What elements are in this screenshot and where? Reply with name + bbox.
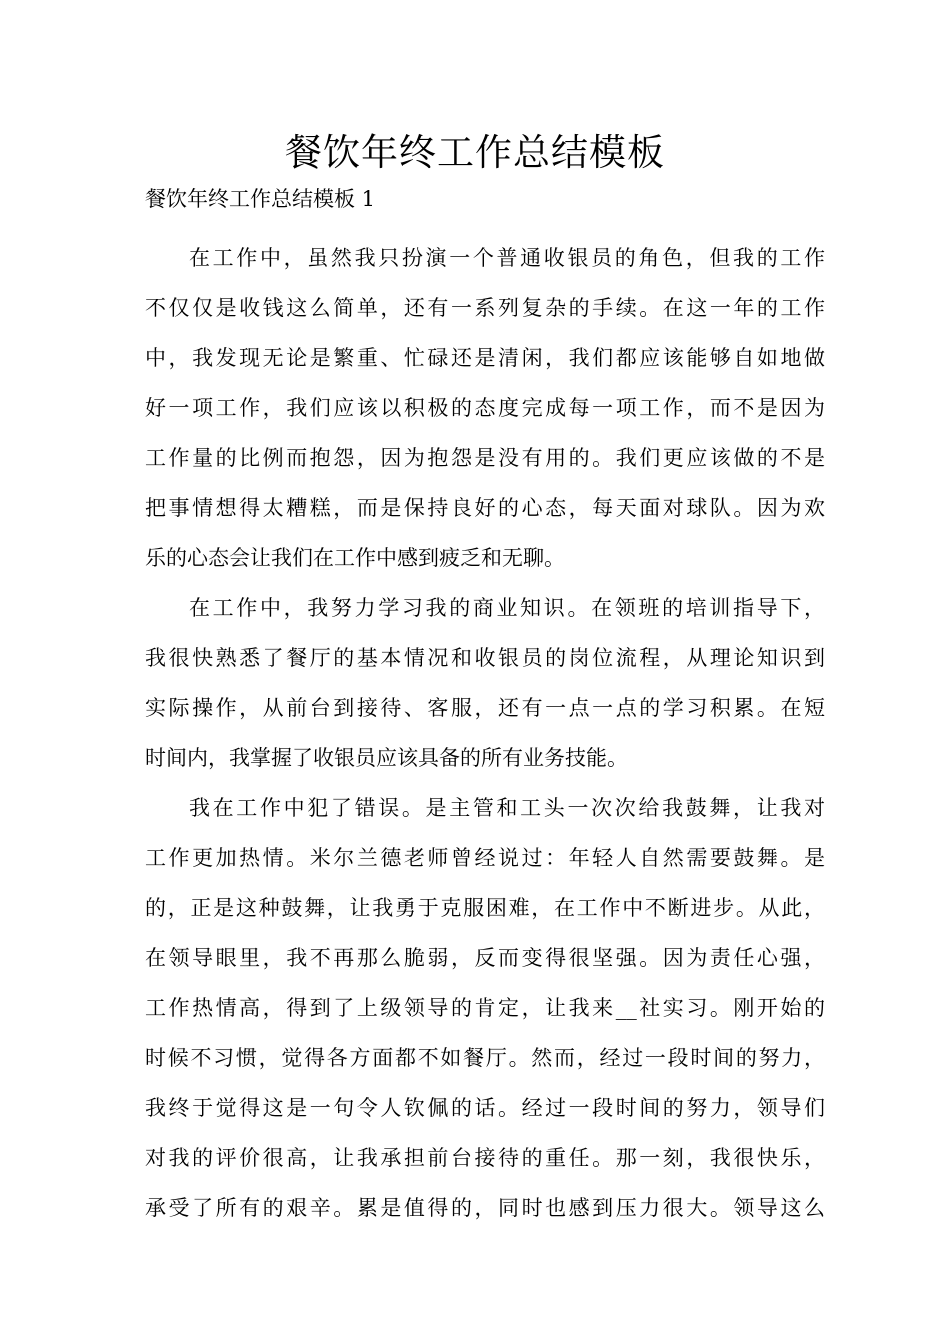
paragraph-3-line-8: 对我的评价很高，让我承担前台接待的重任。那一刻，我很快乐， — [145, 1146, 825, 1170]
paragraph-1-line-1: 在工作中，虽然我只扮演一个普通收银员的角色，但我的工作 — [189, 246, 825, 270]
paragraph-2-line-4: 时间内，我掌握了收银员应该具备的所有业务技能。 — [145, 746, 628, 770]
paragraph-2-line-3: 实际操作，从前台到接待、客服，还有一点一点的学习积累。在短 — [145, 696, 825, 720]
paragraph-3-line-7: 我终于觉得这是一句令人钦佩的话。经过一段时间的努力，领导们 — [145, 1096, 825, 1120]
paragraph-3-line-3: 的，正是这种鼓舞，让我勇于克服困难，在工作中不断进步。从此， — [145, 896, 825, 920]
paragraph-1-line-7: 乐的心态会让我们在工作中感到疲乏和无聊。 — [145, 546, 565, 570]
paragraph-2-line-2: 我很快熟悉了餐厅的基本情况和收银员的岗位流程，从理论知识到 — [145, 646, 825, 670]
paragraph-2-line-1: 在工作中，我努力学习我的商业知识。在领班的培训指导下， — [189, 596, 825, 620]
paragraph-1-line-2: 不仅仅是收钱这么简单，还有一系列复杂的手续。在这一年的工作 — [145, 296, 825, 320]
paragraph-3-line-5: 工作热情高，得到了上级领导的肯定，让我来__社实习。刚开始的 — [145, 996, 825, 1020]
paragraph-1-line-3: 中，我发现无论是繁重、忙碌还是清闲，我们都应该能够自如地做 — [145, 346, 825, 370]
paragraph-3-line-4: 在领导眼里，我不再那么脆弱，反而变得很坚强。因为责任心强， — [145, 946, 825, 970]
paragraph-3-line-2: 工作更加热情。米尔兰德老师曾经说过：年轻人自然需要鼓舞。是 — [145, 846, 825, 870]
section-heading: 餐饮年终工作总结模板 1 — [145, 187, 376, 211]
document-body — [145, 233, 825, 1233]
paragraph-3-line-6: 时候不习惯，觉得各方面都不如餐厅。然而，经过一段时间的努力， — [145, 1046, 825, 1070]
document-title: 餐饮年终工作总结模板 — [285, 131, 665, 174]
paragraph-3-line-1: 我在工作中犯了错误。是主管和工头一次次给我鼓舞，让我对 — [189, 796, 825, 820]
paragraph-1-line-6: 把事情想得太糟糕，而是保持良好的心态，每天面对球队。因为欢 — [145, 496, 825, 520]
paragraph-1-line-4: 好一项工作，我们应该以积极的态度完成每一项工作，而不是因为 — [145, 396, 825, 420]
paragraph-3-line-9: 承受了所有的艰辛。累是值得的，同时也感到压力很大。领导这么 — [145, 1196, 825, 1220]
paragraph-1-line-5: 工作量的比例而抱怨，因为抱怨是没有用的。我们更应该做的不是 — [145, 446, 825, 470]
